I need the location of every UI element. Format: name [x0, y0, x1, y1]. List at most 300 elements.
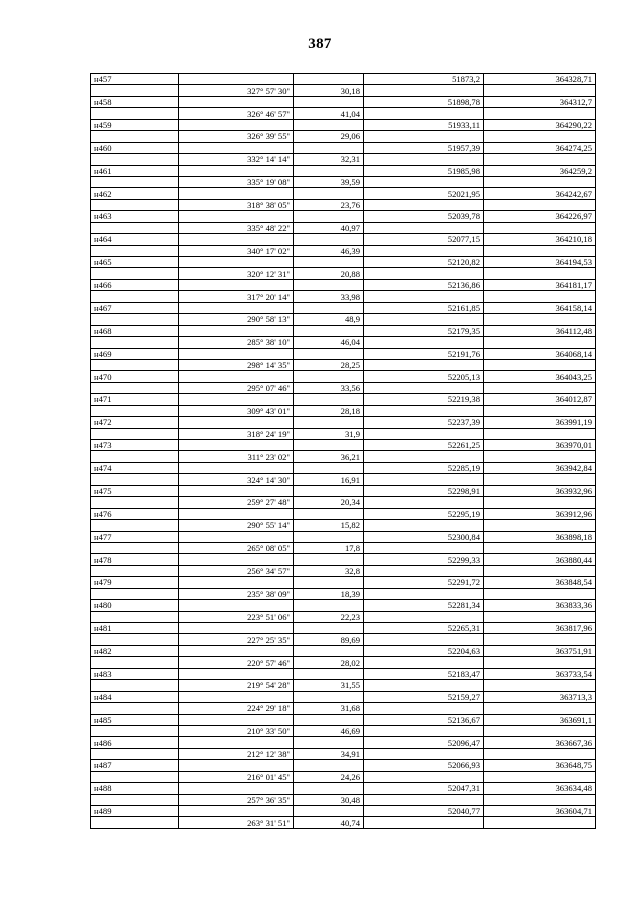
x-coordinate-cell: 52047,31 [364, 783, 484, 794]
empty-cell [91, 634, 179, 645]
empty-cell [294, 531, 364, 542]
point-name-cell: н469 [91, 348, 179, 359]
empty-cell [179, 371, 294, 382]
point-name-cell: н477 [91, 531, 179, 542]
empty-cell [484, 337, 596, 348]
segment-row [91, 154, 596, 165]
empty-cell [294, 760, 364, 771]
point-row [91, 737, 596, 748]
direction-angle-cell: 265° 08' 05" [179, 542, 294, 553]
empty-cell [179, 691, 294, 702]
empty-cell [179, 74, 294, 85]
x-coordinate-cell: 52191,76 [364, 348, 484, 359]
segment-row [91, 748, 596, 759]
x-coordinate-cell: 52204,63 [364, 645, 484, 656]
direction-angle-cell: 216° 01' 45" [179, 771, 294, 782]
empty-cell [91, 245, 179, 256]
direction-angle-cell: 290° 58' 13" [179, 314, 294, 325]
empty-cell [91, 771, 179, 782]
point-row [91, 348, 596, 359]
empty-cell [364, 657, 484, 668]
y-coordinate-cell: 363817,96 [484, 623, 596, 634]
segment-row [91, 771, 596, 782]
point-row [91, 554, 596, 565]
empty-cell [91, 565, 179, 576]
empty-cell [179, 348, 294, 359]
empty-cell [91, 451, 179, 462]
empty-cell [364, 451, 484, 462]
empty-cell [294, 394, 364, 405]
point-row [91, 783, 596, 794]
point-name-cell: н465 [91, 257, 179, 268]
point-row [91, 74, 596, 85]
empty-cell [484, 703, 596, 714]
empty-cell [364, 565, 484, 576]
direction-angle-cell: 335° 19' 08" [179, 176, 294, 187]
point-row [91, 806, 596, 817]
empty-cell [91, 588, 179, 599]
empty-cell [364, 474, 484, 485]
distance-cell: 29,06 [294, 131, 364, 142]
empty-cell [294, 257, 364, 268]
empty-cell [91, 680, 179, 691]
y-coordinate-cell: 364210,18 [484, 234, 596, 245]
empty-cell [484, 771, 596, 782]
empty-cell [179, 806, 294, 817]
empty-cell [179, 714, 294, 725]
empty-cell [179, 234, 294, 245]
y-coordinate-cell: 363667,36 [484, 737, 596, 748]
x-coordinate-cell: 52120,82 [364, 257, 484, 268]
point-row [91, 96, 596, 107]
y-coordinate-cell: 363751,91 [484, 645, 596, 656]
empty-cell [91, 176, 179, 187]
empty-cell [294, 211, 364, 222]
y-coordinate-cell: 363733,54 [484, 668, 596, 679]
x-coordinate-cell: 52265,31 [364, 623, 484, 634]
point-name-cell: н466 [91, 279, 179, 290]
empty-cell [294, 737, 364, 748]
empty-cell [484, 542, 596, 553]
direction-angle-cell: 320° 12' 31" [179, 268, 294, 279]
direction-angle-cell: 335° 48' 22" [179, 222, 294, 233]
x-coordinate-cell: 52205,13 [364, 371, 484, 382]
point-row [91, 371, 596, 382]
empty-cell [364, 680, 484, 691]
empty-cell [294, 668, 364, 679]
x-coordinate-cell: 52161,85 [364, 302, 484, 313]
empty-cell [179, 737, 294, 748]
direction-angle-cell: 326° 46' 57" [179, 108, 294, 119]
direction-angle-cell: 309° 43' 01" [179, 405, 294, 416]
x-coordinate-cell: 52021,95 [364, 188, 484, 199]
segment-row [91, 817, 596, 828]
distance-cell: 89,69 [294, 634, 364, 645]
segment-row [91, 268, 596, 279]
page-number: 387 [308, 36, 332, 52]
x-coordinate-cell: 52039,78 [364, 211, 484, 222]
empty-cell [364, 245, 484, 256]
direction-angle-cell: 317° 20' 14" [179, 291, 294, 302]
segment-row [91, 337, 596, 348]
direction-angle-cell: 324° 14' 30" [179, 474, 294, 485]
empty-cell [484, 497, 596, 508]
empty-cell [484, 725, 596, 736]
distance-cell: 36,21 [294, 451, 364, 462]
empty-cell [484, 222, 596, 233]
point-name-cell: н480 [91, 600, 179, 611]
empty-cell [91, 474, 179, 485]
point-name-cell: н462 [91, 188, 179, 199]
empty-cell [179, 165, 294, 176]
empty-cell [364, 314, 484, 325]
direction-angle-cell: 212° 12' 38" [179, 748, 294, 759]
empty-cell [364, 428, 484, 439]
segment-row [91, 657, 596, 668]
direction-angle-cell: 311° 23' 02" [179, 451, 294, 462]
x-coordinate-cell: 51933,11 [364, 119, 484, 130]
segment-row [91, 222, 596, 233]
empty-cell [484, 382, 596, 393]
point-name-cell: н457 [91, 74, 179, 85]
direction-angle-cell: 220° 57' 46" [179, 657, 294, 668]
direction-angle-cell: 227° 25' 35" [179, 634, 294, 645]
empty-cell [179, 302, 294, 313]
empty-cell [179, 508, 294, 519]
distance-cell: 30,48 [294, 794, 364, 805]
direction-angle-cell: 318° 24' 19" [179, 428, 294, 439]
point-row [91, 142, 596, 153]
distance-cell: 31,9 [294, 428, 364, 439]
x-coordinate-cell: 52298,91 [364, 485, 484, 496]
empty-cell [91, 131, 179, 142]
distance-cell: 30,18 [294, 85, 364, 96]
point-name-cell: н468 [91, 325, 179, 336]
segment-row [91, 108, 596, 119]
point-row [91, 188, 596, 199]
survey-coordinates-table [90, 73, 596, 829]
empty-cell [484, 108, 596, 119]
x-coordinate-cell: 51873,2 [364, 74, 484, 85]
empty-cell [294, 142, 364, 153]
empty-cell [179, 440, 294, 451]
direction-angle-cell: 340° 17' 02" [179, 245, 294, 256]
y-coordinate-cell: 364226,97 [484, 211, 596, 222]
empty-cell [179, 600, 294, 611]
empty-cell [294, 577, 364, 588]
distance-cell: 48,9 [294, 314, 364, 325]
empty-cell [364, 497, 484, 508]
point-name-cell: н471 [91, 394, 179, 405]
empty-cell [294, 485, 364, 496]
empty-cell [484, 359, 596, 370]
direction-angle-cell: 332° 14' 14" [179, 154, 294, 165]
distance-cell: 34,91 [294, 748, 364, 759]
direction-angle-cell: 224° 29' 18" [179, 703, 294, 714]
segment-row [91, 85, 596, 96]
empty-cell [484, 634, 596, 645]
point-name-cell: н486 [91, 737, 179, 748]
empty-cell [364, 542, 484, 553]
segment-row [91, 794, 596, 805]
point-row [91, 211, 596, 222]
segment-row [91, 382, 596, 393]
distance-cell: 32,31 [294, 154, 364, 165]
empty-cell [91, 382, 179, 393]
point-name-cell: н461 [91, 165, 179, 176]
empty-cell [91, 497, 179, 508]
x-coordinate-cell: 51957,39 [364, 142, 484, 153]
y-coordinate-cell: 363713,3 [484, 691, 596, 702]
y-coordinate-cell: 363912,96 [484, 508, 596, 519]
empty-cell [179, 119, 294, 130]
point-row [91, 165, 596, 176]
direction-angle-cell: 318° 38' 05" [179, 199, 294, 210]
point-name-cell: н483 [91, 668, 179, 679]
empty-cell [179, 783, 294, 794]
direction-angle-cell: 263° 31' 51" [179, 817, 294, 828]
empty-cell [91, 85, 179, 96]
point-name-cell: н479 [91, 577, 179, 588]
point-row [91, 600, 596, 611]
direction-angle-cell: 223° 51' 06" [179, 611, 294, 622]
point-name-cell: н475 [91, 485, 179, 496]
point-name-cell: н460 [91, 142, 179, 153]
empty-cell [294, 188, 364, 199]
distance-cell: 31,55 [294, 680, 364, 691]
empty-cell [364, 131, 484, 142]
point-name-cell: н478 [91, 554, 179, 565]
empty-cell [484, 176, 596, 187]
segment-row [91, 725, 596, 736]
x-coordinate-cell: 52077,15 [364, 234, 484, 245]
y-coordinate-cell: 363970,01 [484, 440, 596, 451]
y-coordinate-cell: 363604,71 [484, 806, 596, 817]
empty-cell [179, 645, 294, 656]
point-name-cell: н487 [91, 760, 179, 771]
empty-cell [179, 554, 294, 565]
empty-cell [91, 542, 179, 553]
direction-angle-cell: 298° 14' 35" [179, 359, 294, 370]
empty-cell [179, 96, 294, 107]
point-row [91, 119, 596, 130]
point-name-cell: н472 [91, 417, 179, 428]
x-coordinate-cell: 51985,98 [364, 165, 484, 176]
empty-cell [294, 783, 364, 794]
x-coordinate-cell: 52096,47 [364, 737, 484, 748]
y-coordinate-cell: 363942,84 [484, 462, 596, 473]
direction-angle-cell: 210° 33' 50" [179, 725, 294, 736]
empty-cell [179, 279, 294, 290]
y-coordinate-cell: 363848,54 [484, 577, 596, 588]
empty-cell [484, 565, 596, 576]
segment-row [91, 428, 596, 439]
point-row [91, 691, 596, 702]
point-name-cell: н459 [91, 119, 179, 130]
empty-cell [484, 520, 596, 531]
empty-cell [91, 222, 179, 233]
empty-cell [294, 691, 364, 702]
point-name-cell: н481 [91, 623, 179, 634]
x-coordinate-cell: 51898,78 [364, 96, 484, 107]
empty-cell [364, 337, 484, 348]
distance-cell: 16,91 [294, 474, 364, 485]
empty-cell [294, 623, 364, 634]
x-coordinate-cell: 52291,72 [364, 577, 484, 588]
segment-row [91, 451, 596, 462]
x-coordinate-cell: 52179,35 [364, 325, 484, 336]
y-coordinate-cell: 364312,7 [484, 96, 596, 107]
empty-cell [91, 520, 179, 531]
empty-cell [364, 588, 484, 599]
point-name-cell: н473 [91, 440, 179, 451]
direction-angle-cell: 327° 57' 30" [179, 85, 294, 96]
empty-cell [179, 623, 294, 634]
empty-cell [484, 680, 596, 691]
point-row [91, 279, 596, 290]
empty-cell [364, 268, 484, 279]
segment-row [91, 199, 596, 210]
y-coordinate-cell: 364259,2 [484, 165, 596, 176]
segment-row [91, 176, 596, 187]
empty-cell [179, 394, 294, 405]
empty-cell [294, 417, 364, 428]
empty-cell [179, 188, 294, 199]
point-row [91, 302, 596, 313]
empty-cell [179, 531, 294, 542]
empty-cell [294, 600, 364, 611]
distance-cell: 28,18 [294, 405, 364, 416]
empty-cell [484, 817, 596, 828]
distance-cell: 23,76 [294, 199, 364, 210]
segment-row [91, 680, 596, 691]
empty-cell [179, 462, 294, 473]
point-row [91, 325, 596, 336]
x-coordinate-cell: 52281,34 [364, 600, 484, 611]
empty-cell [484, 291, 596, 302]
distance-cell: 28,02 [294, 657, 364, 668]
empty-cell [484, 85, 596, 96]
y-coordinate-cell: 363991,19 [484, 417, 596, 428]
x-coordinate-cell: 52300,84 [364, 531, 484, 542]
point-row [91, 234, 596, 245]
empty-cell [294, 806, 364, 817]
empty-cell [484, 428, 596, 439]
empty-cell [294, 165, 364, 176]
segment-row [91, 314, 596, 325]
distance-cell: 15,82 [294, 520, 364, 531]
y-coordinate-cell: 363634,48 [484, 783, 596, 794]
empty-cell [91, 268, 179, 279]
point-row [91, 394, 596, 405]
distance-cell: 41,04 [294, 108, 364, 119]
segment-row [91, 474, 596, 485]
empty-cell [294, 371, 364, 382]
point-row [91, 440, 596, 451]
empty-cell [294, 508, 364, 519]
point-row [91, 577, 596, 588]
empty-cell [484, 451, 596, 462]
point-row [91, 417, 596, 428]
segment-row [91, 131, 596, 142]
point-name-cell: н474 [91, 462, 179, 473]
y-coordinate-cell: 364158,14 [484, 302, 596, 313]
y-coordinate-cell: 364181,17 [484, 279, 596, 290]
empty-cell [294, 96, 364, 107]
x-coordinate-cell: 52219,38 [364, 394, 484, 405]
y-coordinate-cell: 364242,67 [484, 188, 596, 199]
y-coordinate-cell: 363932,96 [484, 485, 596, 496]
y-coordinate-cell: 364194,53 [484, 257, 596, 268]
segment-row [91, 703, 596, 714]
distance-cell: 18,39 [294, 588, 364, 599]
point-row [91, 645, 596, 656]
empty-cell [91, 428, 179, 439]
point-name-cell: н488 [91, 783, 179, 794]
empty-cell [91, 108, 179, 119]
empty-cell [294, 440, 364, 451]
empty-cell [364, 359, 484, 370]
distance-cell: 32,8 [294, 565, 364, 576]
segment-row [91, 405, 596, 416]
empty-cell [364, 748, 484, 759]
distance-cell: 20,88 [294, 268, 364, 279]
empty-cell [91, 817, 179, 828]
y-coordinate-cell: 364112,48 [484, 325, 596, 336]
empty-cell [484, 611, 596, 622]
empty-cell [179, 257, 294, 268]
empty-cell [91, 611, 179, 622]
empty-cell [179, 668, 294, 679]
point-name-cell: н464 [91, 234, 179, 245]
y-coordinate-cell: 363648,75 [484, 760, 596, 771]
distance-cell: 39,59 [294, 176, 364, 187]
empty-cell [484, 794, 596, 805]
x-coordinate-cell: 52285,19 [364, 462, 484, 473]
distance-cell: 28,25 [294, 359, 364, 370]
segment-row [91, 542, 596, 553]
empty-cell [179, 760, 294, 771]
empty-cell [364, 817, 484, 828]
point-name-cell: н458 [91, 96, 179, 107]
empty-cell [364, 199, 484, 210]
x-coordinate-cell: 52261,25 [364, 440, 484, 451]
y-coordinate-cell: 363898,18 [484, 531, 596, 542]
empty-cell [364, 771, 484, 782]
empty-cell [91, 314, 179, 325]
point-name-cell: н489 [91, 806, 179, 817]
y-coordinate-cell: 364043,25 [484, 371, 596, 382]
x-coordinate-cell: 52295,19 [364, 508, 484, 519]
distance-cell: 24,26 [294, 771, 364, 782]
direction-angle-cell: 259° 27' 48" [179, 497, 294, 508]
segment-row [91, 291, 596, 302]
segment-row [91, 588, 596, 599]
empty-cell [364, 382, 484, 393]
empty-cell [364, 291, 484, 302]
empty-cell [364, 634, 484, 645]
x-coordinate-cell: 52066,93 [364, 760, 484, 771]
empty-cell [179, 325, 294, 336]
empty-cell [294, 348, 364, 359]
empty-cell [364, 176, 484, 187]
empty-cell [484, 405, 596, 416]
x-coordinate-cell: 52040,77 [364, 806, 484, 817]
y-coordinate-cell: 364328,71 [484, 74, 596, 85]
empty-cell [179, 417, 294, 428]
direction-angle-cell: 219° 54' 28" [179, 680, 294, 691]
empty-cell [91, 657, 179, 668]
